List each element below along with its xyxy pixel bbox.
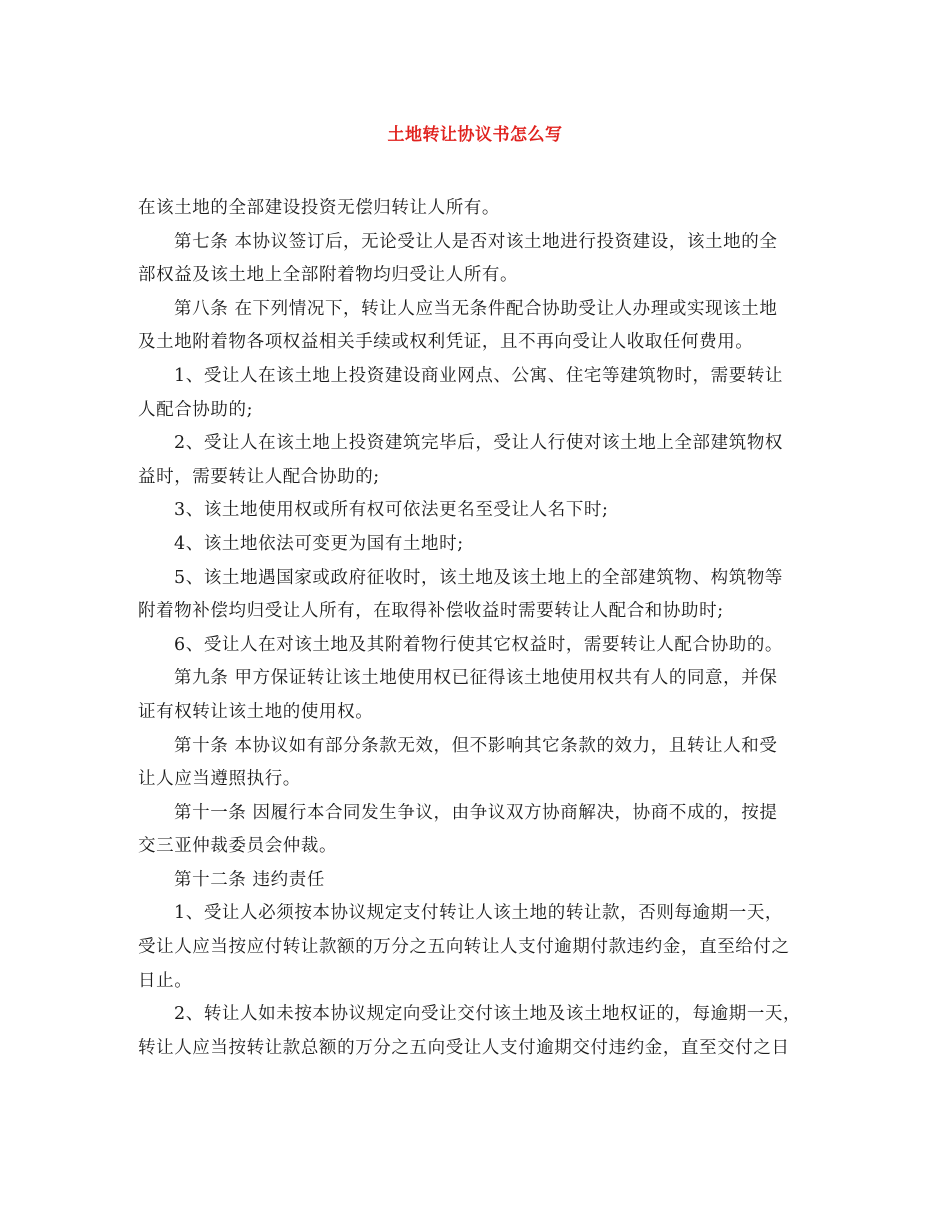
body-line: 在该土地的全部建设投资无偿归转让人所有。 <box>138 198 500 218</box>
body-line: 受让人应当按应付转让款额的万分之五向转让人支付逾期付款违约金，直至给付之 <box>138 937 790 958</box>
body-line: 第十条 本协议如有部分条款无效，但不影响其它条款的效力，且转让人和受 <box>174 735 778 756</box>
body-line: 第十二条 违约责任 <box>174 869 325 890</box>
body-line: 让人应当遵照执行。 <box>138 769 301 790</box>
body-line: 4、该土地依法可变更为国有土地时; <box>174 533 464 554</box>
body-line: 日止。 <box>138 970 193 991</box>
body-line: 第七条 本协议签订后，无论受让人是否对该土地进行投资建设，该土地的全 <box>174 231 778 252</box>
body-line: 人配合协助的; <box>138 399 254 420</box>
body-line: 证有权转让该土地的使用权。 <box>138 701 374 722</box>
body-line: 转让人应当按转让款总额的万分之五向受让人支付逾期交付违约金，直至交付之日 <box>138 1037 790 1058</box>
body-line: 交三亚仲裁委员会仲裁。 <box>138 836 338 857</box>
body-line: 6、受让人在对该土地及其附着物行使其它权益时，需要转让人配合协助的。 <box>174 634 784 655</box>
body-line: 2、转让人如未按本协议规定向受让交付该土地及该土地权证的，每逾期一天， <box>174 1004 802 1025</box>
body-line: 第九条 甲方保证转让该土地使用权已征得该土地使用权共有人的同意，并保 <box>174 668 778 689</box>
body-line: 2、受让人在该土地上投资建筑完毕后，受让人行使对该土地上全部建筑物权 <box>174 433 784 454</box>
body-line: 及土地附着物各项权益相关手续或权利凭证，且不再向受让人收取任何费用。 <box>138 332 754 353</box>
body-line: 第八条 在下列情况下，转让人应当无条件配合协助受让人办理或实现该土地 <box>174 298 778 319</box>
body-line: 3、该土地使用权或所有权可依法更名至受让人名下时; <box>174 500 609 521</box>
body-line: 1、受让人在该土地上投资建设商业网点、公寓、住宅等建筑物时，需要转让 <box>174 365 784 386</box>
body-line: 附着物补偿均归受让人所有，在取得补偿收益时需要转让人配合和协助时; <box>138 601 724 622</box>
body-line: 第十一条 因履行本合同发生争议，由争议双方协商解决，协商不成的，按提 <box>174 802 778 823</box>
document-title: 土地转让协议书怎么写 <box>387 125 563 145</box>
body-line: 5、该土地遇国家或政府征收时，该土地及该土地上的全部建筑物、构筑物等 <box>174 567 784 588</box>
body-line: 益时，需要转让人配合协助的; <box>138 466 380 487</box>
body-line: 部权益及该土地上全部附着物均归受让人所有。 <box>138 265 519 286</box>
body-line: 1、受让人必须按本协议规定支付转让人该土地的转让款，否则每逾期一天， <box>174 903 784 924</box>
document-body <box>138 192 822 1065</box>
